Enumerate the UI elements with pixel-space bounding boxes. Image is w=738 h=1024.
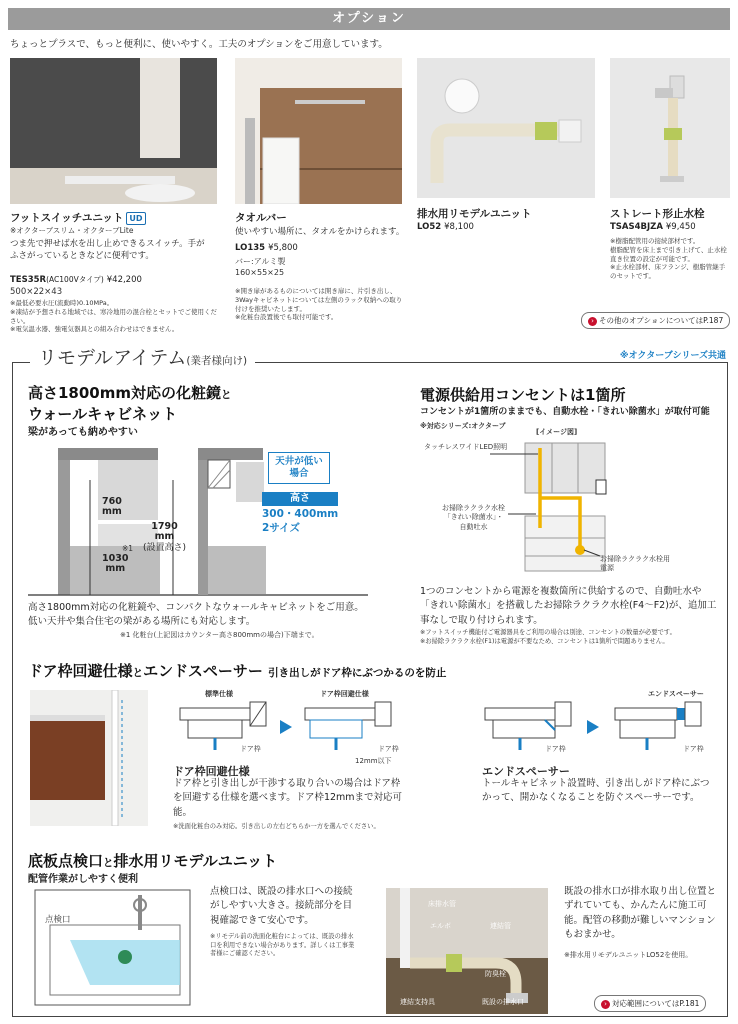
frame-label-3: ドア枠 <box>545 745 566 753</box>
inspection-text: 点検口は、既設の排水口への接続がしやすい大きさ。接続部分を目視確認できて安心です。 <box>210 886 353 926</box>
inspection-note2: ※排水用リモデルユニットLO52を使用。 <box>564 951 693 959</box>
outlet-notes: ※フットスイッチ機能付ご電源器具をご利用の場合は別途、コンセントの数量が必要です。 ※お掃除ラクラク水栓(F1)は電源が不要なため、コンセントは1箇所で問題ありません。 <box>420 629 676 645</box>
label-led: タッチレスワイドLED照明 <box>424 443 508 451</box>
drain-install-illustration <box>386 888 548 1014</box>
label-floor: 床排水管 <box>428 900 456 908</box>
drain-unit-illustration <box>417 58 595 198</box>
frame-label-4: ドア枠 <box>683 745 704 753</box>
mirror-text: 高さ1800mm対応の化粧鏡や、コンパクトなウォールキャビネットをご用意。低い天井や集合住宅の梁がある場所にも対応します。 <box>28 602 364 628</box>
stop-valve-photo <box>610 58 730 198</box>
product-name-stop-valve: ストレート形止水栓 <box>610 208 705 220</box>
foot-switch-notes: ※最低必要水圧(流動時)0.10MPa。 ※凍結が予想される地域では、寒冷地用の混合栓とセットでご使用ください。 ※電気温水器、強電気器具との組み合わせはできません。 <box>10 299 217 334</box>
towel-bar-model: LO135 ¥5,800 <box>235 243 298 253</box>
door-photo-illustration <box>30 690 148 826</box>
stop-valve-notes: ※樹脂配管用の接続部材です。 樹脂配管を床上まで引き上げて、止水栓直き位置の設定が可能です。 ※止水栓部材、床フランジ、樹脂管継手のセットです。 <box>610 237 727 281</box>
product-name-towel-bar: タオルバー <box>235 212 287 224</box>
door-photo <box>30 690 148 826</box>
common-series-note: ※オクターブシリーズ共通 <box>619 351 726 361</box>
outlet-heading: 電源供給用コンセントは1箇所 <box>420 386 626 404</box>
low-ceiling-tag: 天井が低い場合 <box>268 452 330 484</box>
product-name-foot-switch: フットスイッチユニット UD <box>10 210 146 225</box>
height-values: 300・400mm 2サイズ <box>262 508 339 534</box>
spacer-label-top: エンドスペーサー <box>648 690 704 698</box>
mirror-note: ※1 化粧台(上記図はカウンター高さ800mmの場合)下端まで。 <box>120 631 319 639</box>
mirror-sub: 梁があっても納めやすい <box>28 427 138 438</box>
inspection-heading: 底板点検口と排水用リモデルユニット <box>28 852 278 870</box>
outlet-sub: コンセントが1箇所のままでも、自動水栓・「きれい除菌水」が取付可能 <box>420 407 710 417</box>
drain-unit-model: LO52 ¥8,100 <box>417 222 474 232</box>
avoid-note: ※洗面化粧台のみ対応。引き出しの左右どちらか一方を選んでください。 <box>173 823 380 830</box>
label-elbow: エルボ <box>430 922 451 930</box>
dim-1030: 1030 mm <box>102 553 129 575</box>
dim-mark: ※1 <box>122 544 134 553</box>
foot-switch-size: 500×22×43 <box>10 287 63 297</box>
section-header: オプション <box>8 8 730 30</box>
std-label: 標準仕様 <box>205 690 233 698</box>
arrow-right-icon: › <box>588 317 597 326</box>
towel-bar-illustration <box>235 58 402 204</box>
intro-text: ちょっとプラスで、もっと便利に、使いやすく。工夫のオプションをご用意しています。 <box>10 39 388 50</box>
gap-label: 12mm以下 <box>355 757 392 765</box>
foot-switch-desc: つま先で押せば水を出し止めできるスイッチ。手がふさがっているときなどに便利です。 <box>10 239 205 261</box>
door-heading: ドア枠回避仕様とエンドスペーサー 引き出しがドア枠にぶつかるのを防止 <box>28 662 447 680</box>
drain-install-photo <box>386 888 548 1014</box>
ud-badge: UD <box>126 212 145 225</box>
label-stopper: 防臭栓 <box>485 970 506 978</box>
mirror-heading: 高さ1800mm対応の化粧鏡と ウォールキャビネット <box>28 384 232 423</box>
stop-valve-model: TSAS4BJZA ¥9,450 <box>610 222 696 232</box>
avoid-text: ドア枠と引き出しが干渉する取り合いの場合はドア枠を回避する仕様を選べます。ドア枠12mmまで対応可能。 <box>173 778 403 818</box>
foot-switch-series-note: ※オクターブスリム・オクターブLite <box>10 226 134 235</box>
options-ref-link[interactable]: › その他のオプションについてはP.187 <box>581 312 730 329</box>
end-spacer-diagram <box>475 700 715 755</box>
product-name-drain-unit: 排水用リモデルユニット <box>417 208 532 220</box>
outlet-text: 1つのコンセントから電源を複数箇所に供給するので、自動吐水や「きれい除菌水」を搭載したお掃除ラクラク水栓(F4〜F2)が、追加工事なしで取り付けられます。 <box>420 586 717 626</box>
inspection-note: ※リモデル前の洗面化粧台によっては、既設の排水口を利用できない場合があります。詳しくは工事業者様にご確認ください。 <box>210 933 355 957</box>
label-drain: 既設の排水口 <box>482 998 524 1006</box>
frame-label-2: ドア枠 <box>378 745 399 753</box>
towel-bar-photo <box>235 58 402 204</box>
spacer-text: トールキャビネット設置時、引き出しがドア枠にぶつかって、開かなくなることを防ぐスペーサーです。 <box>482 778 710 804</box>
outlet-series: ※対応シリーズ:オクターブ <box>420 422 506 430</box>
towel-bar-spec: バー:アルミ製 160×55×25 <box>235 257 286 277</box>
inspection-ref-link[interactable]: › 対応範囲についてはP.181 <box>594 995 706 1012</box>
stop-valve-illustration <box>610 58 730 198</box>
towel-bar-notes: ※開き扉があるものについては開き扉に、片引き出し、3Wayキャビネットについては左側のラック収納への取り付けを推奨いたします。 ※化粧台設置後でも取付可能です。 <box>235 287 403 322</box>
towel-bar-desc: 使いやすい場所に、タオルをかけられます。 <box>235 227 405 237</box>
avoid-label: ドア枠回避仕様 <box>320 690 369 698</box>
avoid-title: ドア枠回避仕様 <box>173 765 250 778</box>
door-avoid-diagram <box>170 700 400 755</box>
outlet-image-label: [イメージ図] <box>536 428 578 436</box>
dim-1790: 1790 mm (設置高さ) <box>143 521 187 553</box>
foot-switch-model: TES35R(AC100Vタイプ) ¥42,200 <box>10 275 142 285</box>
frame-label-1: ドア枠 <box>240 745 261 753</box>
remodel-title: リモデルアイテム(業者様向け) <box>30 343 255 370</box>
inspection-text2: 既設の排水口が排水取り出し位置とずれていても、かんたんに施工可能。配管の移動が難しいマンションもおまかせ。 <box>564 886 717 940</box>
inspection-diagram <box>30 885 200 1010</box>
inspection-sub: 配管作業がしやすく便利 <box>28 874 138 885</box>
label-connect: 連結管 <box>490 922 511 930</box>
label-faucet: お掃除ラクラク水栓 「きれい除菌水」・ 自動吐水 <box>442 504 505 531</box>
arrow-right-icon: › <box>601 1000 610 1009</box>
hatch-label: 点検口 <box>45 915 71 925</box>
label-power: お掃除ラクラク水栓用 電源 <box>600 555 670 573</box>
spacer-title: エンドスペーサー <box>482 765 570 778</box>
height-label-bar: 高さ <box>262 492 338 506</box>
label-bracket: 連結支持具 <box>400 998 435 1006</box>
foot-switch-photo <box>10 58 217 204</box>
drain-remodel-unit-photo <box>417 58 595 198</box>
dim-760: 760 mm <box>102 496 122 518</box>
foot-switch-illustration <box>10 58 217 204</box>
